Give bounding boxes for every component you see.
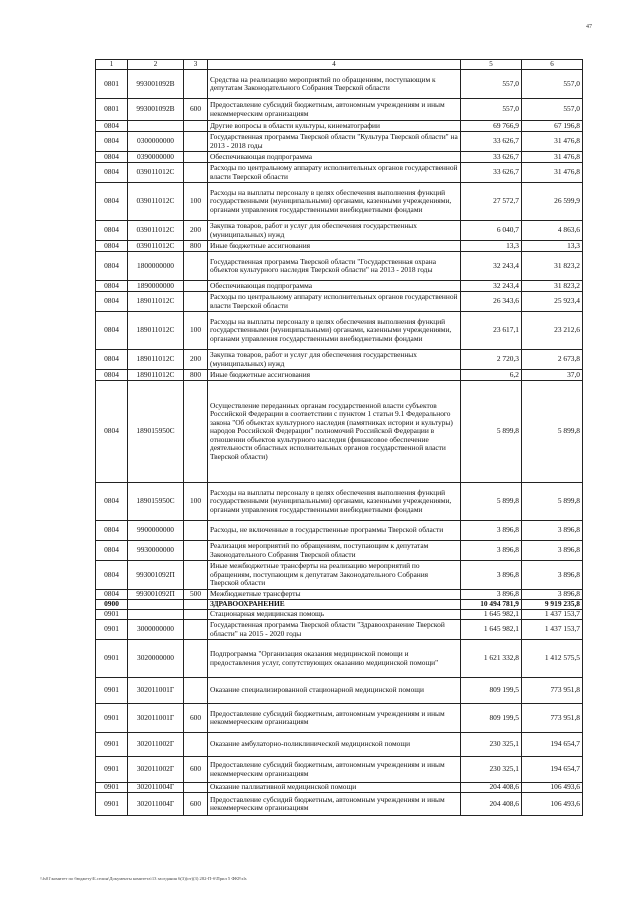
amount-planned-cell: 204 408,6 xyxy=(461,793,522,816)
table-row xyxy=(96,381,583,483)
item-name-cell: Иные бюджетные ассигнования xyxy=(208,370,461,381)
amount-executed-cell: 25 923,4 xyxy=(522,292,583,312)
expense-type-cell: 200 xyxy=(184,350,208,370)
amount-planned-cell: 6 040,7 xyxy=(461,221,522,241)
amount-executed-cell: 31 476,8 xyxy=(522,132,583,152)
table-row xyxy=(96,783,583,793)
expense-type-cell xyxy=(184,610,208,620)
expense-type-cell: 600 xyxy=(184,99,208,121)
section-code-cell: 0804 xyxy=(96,312,128,350)
section-code-cell: 0901 xyxy=(96,704,128,733)
section-code-cell: 0804 xyxy=(96,483,128,521)
section-code-cell: 0804 xyxy=(96,183,128,221)
expense-type-cell xyxy=(184,381,208,483)
footer-file-path: \\fs01\комитет по бюджету\Б.селин\Документы комитета\13 заседания 6(3)(от)(3) 282-П-б\Прил 5 ФКР.xls xyxy=(40,876,247,881)
section-code-cell: 0901 xyxy=(96,640,128,678)
column-header: 4 xyxy=(208,60,461,70)
target-code-cell: 302011001Г xyxy=(128,704,184,733)
amount-planned-cell: 5 899,8 xyxy=(461,483,522,521)
amount-executed-cell: 31 476,8 xyxy=(522,163,583,183)
item-name-cell: Расходы по центральному аппарату исполнительных органов государственной власти Тверской области xyxy=(208,292,461,312)
target-code-cell: 302011001Г xyxy=(128,678,184,704)
table-row xyxy=(96,132,583,152)
item-name-cell: Закупка товаров, работ и услуг для обеспечения государственных (муниципальных) нужд xyxy=(208,221,461,241)
section-code-cell: 0901 xyxy=(96,610,128,620)
amount-executed-cell: 1 437 153,7 xyxy=(522,620,583,640)
table-row xyxy=(96,733,583,757)
expense-type-cell xyxy=(184,541,208,561)
amount-planned-cell: 1 621 332,8 xyxy=(461,640,522,678)
item-name-cell: Оказание специализированной стационарной медицинской помощи xyxy=(208,678,461,704)
amount-planned-cell: 26 343,6 xyxy=(461,292,522,312)
section-code-cell: 0804 xyxy=(96,541,128,561)
amount-planned-cell: 32 243,4 xyxy=(461,281,522,292)
target-code-cell: 993001092В xyxy=(128,99,184,121)
expense-type-cell xyxy=(184,521,208,541)
amount-executed-cell: 5 899,8 xyxy=(522,483,583,521)
target-code-cell: 3020000000 xyxy=(128,640,184,678)
item-name-cell: Государственная программа Тверской области "Здравоохранение Тверской области" на 2015 - 2020 годы xyxy=(208,620,461,640)
amount-executed-cell: 23 212,6 xyxy=(522,312,583,350)
amount-executed-cell: 67 196,8 xyxy=(522,121,583,132)
item-name-cell: Расходы на выплаты персоналу в целях обеспечения выполнения функций государственными (муниципальными) органами, казенными учреждениями, органами управления государственными внебюджетными фондами xyxy=(208,183,461,221)
table-row xyxy=(96,561,583,590)
target-code-cell: 993001092В xyxy=(128,70,184,99)
section-code-cell: 0804 xyxy=(96,121,128,132)
amount-planned-cell: 10 494 781,9 xyxy=(461,600,522,610)
target-code-cell: 189011012С xyxy=(128,350,184,370)
section-code-cell: 0804 xyxy=(96,152,128,163)
expense-type-cell: 600 xyxy=(184,757,208,783)
target-code-cell: 039011012С xyxy=(128,241,184,252)
expense-type-cell xyxy=(184,640,208,678)
item-name-cell: Предоставление субсидий бюджетным, автономным учреждениям и иным некоммерческим организациям xyxy=(208,793,461,816)
item-name-cell: Стационарная медицинская помощь xyxy=(208,610,461,620)
target-code-cell: 1800000000 xyxy=(128,252,184,281)
table-row xyxy=(96,620,583,640)
section-code-cell: 0804 xyxy=(96,241,128,252)
amount-planned-cell: 230 325,1 xyxy=(461,757,522,783)
section-code-cell: 0804 xyxy=(96,163,128,183)
amount-planned-cell: 230 325,1 xyxy=(461,733,522,757)
target-code-cell: 039011012С xyxy=(128,163,184,183)
item-name-cell: Расходы по центральному аппарату исполнительных органов государственной власти Тверской области xyxy=(208,163,461,183)
expense-type-cell xyxy=(184,292,208,312)
section-code-cell: 0900 xyxy=(96,600,128,610)
column-header: 5 xyxy=(461,60,522,70)
expense-type-cell: 800 xyxy=(184,241,208,252)
table-row xyxy=(96,793,583,816)
item-name-cell: Средства на реализацию мероприятий по обращениям, поступающим к депутатам Законодательного Собрания Тверской области xyxy=(208,70,461,99)
table-row xyxy=(96,590,583,600)
amount-planned-cell: 13,3 xyxy=(461,241,522,252)
expense-type-cell xyxy=(184,281,208,292)
amount-planned-cell: 3 896,8 xyxy=(461,561,522,590)
target-code-cell: 189011012С xyxy=(128,370,184,381)
target-code-cell: 302011004Г xyxy=(128,783,184,793)
amount-planned-cell: 1 645 982,1 xyxy=(461,610,522,620)
amount-planned-cell: 557,0 xyxy=(461,99,522,121)
amount-planned-cell: 33 626,7 xyxy=(461,132,522,152)
table-row xyxy=(96,350,583,370)
target-code-cell: 189011012С xyxy=(128,292,184,312)
table-row xyxy=(96,541,583,561)
amount-executed-cell: 773 951,8 xyxy=(522,704,583,733)
section-code-cell: 0901 xyxy=(96,620,128,640)
expense-type-cell: 500 xyxy=(184,590,208,600)
amount-planned-cell: 3 896,8 xyxy=(461,590,522,600)
amount-planned-cell: 32 243,4 xyxy=(461,252,522,281)
expense-type-cell xyxy=(184,733,208,757)
expense-type-cell xyxy=(184,163,208,183)
section-code-cell: 0804 xyxy=(96,221,128,241)
target-code-cell: 9900000000 xyxy=(128,521,184,541)
table-row xyxy=(96,600,583,610)
target-code-cell: 039011012С xyxy=(128,183,184,221)
target-code-cell: 0300000000 xyxy=(128,132,184,152)
target-code-cell xyxy=(128,610,184,620)
table-row xyxy=(96,678,583,704)
amount-executed-cell: 3 896,8 xyxy=(522,541,583,561)
target-code-cell: 0390000000 xyxy=(128,152,184,163)
amount-executed-cell: 37,0 xyxy=(522,370,583,381)
target-code-cell: 9930000000 xyxy=(128,541,184,561)
amount-planned-cell: 33 626,7 xyxy=(461,152,522,163)
item-name-cell: Подпрограмма "Организация оказания медицинской помощи и предоставления услуг, сопутствующих оказанию медицинской помощи" xyxy=(208,640,461,678)
amount-executed-cell: 1 437 153,7 xyxy=(522,610,583,620)
expense-type-cell: 800 xyxy=(184,370,208,381)
amount-planned-cell: 33 626,7 xyxy=(461,163,522,183)
expense-type-cell: 600 xyxy=(184,793,208,816)
page-number: 47 xyxy=(586,24,592,30)
amount-executed-cell: 773 951,8 xyxy=(522,678,583,704)
section-code-cell: 0801 xyxy=(96,99,128,121)
section-code-cell: 0804 xyxy=(96,252,128,281)
amount-executed-cell: 3 896,8 xyxy=(522,521,583,541)
table-body xyxy=(96,70,583,816)
table-row xyxy=(96,121,583,132)
item-name-cell: Закупка товаров, работ и услуг для обеспечения государственных (муниципальных) нужд xyxy=(208,350,461,370)
expense-type-cell xyxy=(184,620,208,640)
item-name-cell: Реализация мероприятий по обращениям, поступающим к депутатам Законодательного Собрания Тверской области xyxy=(208,541,461,561)
expense-type-cell: 100 xyxy=(184,183,208,221)
amount-executed-cell: 31 476,8 xyxy=(522,152,583,163)
expense-type-cell xyxy=(184,600,208,610)
target-code-cell: 1890000000 xyxy=(128,281,184,292)
amount-planned-cell: 204 408,6 xyxy=(461,783,522,793)
target-code-cell: 302011002Г xyxy=(128,733,184,757)
table-row xyxy=(96,521,583,541)
expense-type-cell: 100 xyxy=(184,483,208,521)
column-header: 1 xyxy=(96,60,128,70)
item-name-cell: Предоставление субсидий бюджетным, автономным учреждениям и иным некоммерческим организациям xyxy=(208,757,461,783)
section-code-cell: 0804 xyxy=(96,381,128,483)
item-name-cell: Обеспечивающая подпрограмма xyxy=(208,281,461,292)
target-code-cell: 302011004Г xyxy=(128,793,184,816)
table-row xyxy=(96,292,583,312)
table-row xyxy=(96,252,583,281)
target-code-cell: 189015950С xyxy=(128,483,184,521)
amount-executed-cell: 194 654,7 xyxy=(522,757,583,783)
expense-type-cell xyxy=(184,783,208,793)
amount-executed-cell: 9 919 235,8 xyxy=(522,600,583,610)
item-name-cell: Государственная программа Тверской области "Государственная охрана объектов культурного наследия Тверской области" на 2013 - 2018 годы xyxy=(208,252,461,281)
amount-planned-cell: 2 720,3 xyxy=(461,350,522,370)
table-row xyxy=(96,483,583,521)
item-name-cell: ЗДРАВООХРАНЕНИЕ xyxy=(208,600,461,610)
section-code-cell: 0804 xyxy=(96,350,128,370)
section-code-cell: 0804 xyxy=(96,370,128,381)
target-code-cell: 039011012С xyxy=(128,221,184,241)
section-code-cell: 0804 xyxy=(96,132,128,152)
amount-planned-cell: 3 896,8 xyxy=(461,521,522,541)
amount-executed-cell: 3 896,8 xyxy=(522,590,583,600)
target-code-cell xyxy=(128,600,184,610)
amount-executed-cell: 5 899,8 xyxy=(522,381,583,483)
target-code-cell: 189015950С xyxy=(128,381,184,483)
table-row xyxy=(96,704,583,733)
amount-executed-cell: 2 673,8 xyxy=(522,350,583,370)
amount-executed-cell: 13,3 xyxy=(522,241,583,252)
table-row xyxy=(96,221,583,241)
table-row xyxy=(96,281,583,292)
section-code-cell: 0801 xyxy=(96,70,128,99)
table-row xyxy=(96,640,583,678)
column-header: 3 xyxy=(184,60,208,70)
amount-planned-cell: 5 899,8 xyxy=(461,381,522,483)
item-name-cell: Осуществление переданных органам государственной власти субъектов Российской Федерации в соответствии с пунктом 1 статьи 9.1 Федерального закона "Об объектах культурного наследия (памятниках истории и культуры) народов Российской Федерации" полномочий Российской Федерации в отношении объектов культурного наследия (финансовое обеспечение деятельности областных исполнительных органов государственной власти Тверской области) xyxy=(208,381,461,483)
amount-executed-cell: 31 823,2 xyxy=(522,252,583,281)
amount-planned-cell: 809 199,5 xyxy=(461,704,522,733)
amount-executed-cell: 106 493,6 xyxy=(522,783,583,793)
budget-table xyxy=(95,59,583,816)
column-header: 2 xyxy=(128,60,184,70)
table-row xyxy=(96,70,583,99)
expense-type-cell xyxy=(184,152,208,163)
expense-type-cell: 200 xyxy=(184,221,208,241)
item-name-cell: Расходы, не включенные в государственные программы Тверской области xyxy=(208,521,461,541)
item-name-cell: Иные бюджетные ассигнования xyxy=(208,241,461,252)
amount-planned-cell: 3 896,8 xyxy=(461,541,522,561)
amount-planned-cell: 27 572,7 xyxy=(461,183,522,221)
item-name-cell: Государственная программа Тверской области "Культура Тверской области" на 2013 - 2018 годы xyxy=(208,132,461,152)
target-code-cell: 3000000000 xyxy=(128,620,184,640)
table-row xyxy=(96,99,583,121)
item-name-cell: Оказание паллиативной медицинской помощи xyxy=(208,783,461,793)
table-row xyxy=(96,312,583,350)
target-code-cell: 993001092П xyxy=(128,561,184,590)
amount-executed-cell: 557,0 xyxy=(522,99,583,121)
expense-type-cell xyxy=(184,132,208,152)
item-name-cell: Оказание амбулаторно-поликлинической медицинской помощи xyxy=(208,733,461,757)
section-code-cell: 0804 xyxy=(96,521,128,541)
section-code-cell: 0804 xyxy=(96,281,128,292)
amount-planned-cell: 69 766,9 xyxy=(461,121,522,132)
amount-planned-cell: 1 645 982,1 xyxy=(461,620,522,640)
amount-executed-cell: 31 823,2 xyxy=(522,281,583,292)
section-code-cell: 0901 xyxy=(96,783,128,793)
item-name-cell: Другие вопросы в области культуры, кинематографии xyxy=(208,121,461,132)
expense-type-cell xyxy=(184,561,208,590)
column-header: 6 xyxy=(522,60,583,70)
table-header-row xyxy=(96,60,583,70)
target-code-cell: 993001092П xyxy=(128,590,184,600)
table-row xyxy=(96,183,583,221)
section-code-cell: 0901 xyxy=(96,733,128,757)
amount-planned-cell: 809 199,5 xyxy=(461,678,522,704)
section-code-cell: 0901 xyxy=(96,678,128,704)
amount-planned-cell: 557,0 xyxy=(461,70,522,99)
table-row xyxy=(96,757,583,783)
expense-type-cell: 600 xyxy=(184,704,208,733)
item-name-cell: Обеспечивающая подпрограмма xyxy=(208,152,461,163)
table-row xyxy=(96,163,583,183)
target-code-cell: 189011012С xyxy=(128,312,184,350)
amount-executed-cell: 4 863,6 xyxy=(522,221,583,241)
item-name-cell: Предоставление субсидий бюджетным, автономным учреждениям и иным некоммерческим организациям xyxy=(208,704,461,733)
amount-executed-cell: 557,0 xyxy=(522,70,583,99)
target-code-cell xyxy=(128,121,184,132)
item-name-cell: Расходы на выплаты персоналу в целях обеспечения выполнения функций государственными (муниципальными) органами, казенными учреждениями, органами управления государственными внебюджетными фондами xyxy=(208,312,461,350)
amount-executed-cell: 1 412 575,5 xyxy=(522,640,583,678)
item-name-cell: Иные межбюджетные трансферты на реализацию мероприятий по обращениям, поступающим к депутатам Законодательного Собрания Тверской области xyxy=(208,561,461,590)
expense-type-cell xyxy=(184,121,208,132)
section-code-cell: 0804 xyxy=(96,561,128,590)
amount-executed-cell: 194 654,7 xyxy=(522,733,583,757)
item-name-cell: Предоставление субсидий бюджетным, автономным учреждениям и иным некоммерческим организациям xyxy=(208,99,461,121)
table-row xyxy=(96,152,583,163)
table-row xyxy=(96,610,583,620)
amount-planned-cell: 23 617,1 xyxy=(461,312,522,350)
item-name-cell: Межбюджетные трансферты xyxy=(208,590,461,600)
expense-type-cell xyxy=(184,678,208,704)
amount-executed-cell: 26 599,9 xyxy=(522,183,583,221)
target-code-cell: 302011002Г xyxy=(128,757,184,783)
expense-type-cell xyxy=(184,70,208,99)
amount-planned-cell: 6,2 xyxy=(461,370,522,381)
table-row xyxy=(96,370,583,381)
section-code-cell: 0901 xyxy=(96,757,128,783)
expense-type-cell xyxy=(184,252,208,281)
section-code-cell: 0901 xyxy=(96,793,128,816)
amount-executed-cell: 3 896,8 xyxy=(522,561,583,590)
section-code-cell: 0804 xyxy=(96,292,128,312)
section-code-cell: 0804 xyxy=(96,590,128,600)
expense-type-cell: 100 xyxy=(184,312,208,350)
amount-executed-cell: 106 493,6 xyxy=(522,793,583,816)
table-row xyxy=(96,241,583,252)
item-name-cell: Расходы на выплаты персоналу в целях обеспечения выполнения функций государственными (муниципальными) органами, казенными учреждениями, органами управления государственными внебюджетными фондами xyxy=(208,483,461,521)
